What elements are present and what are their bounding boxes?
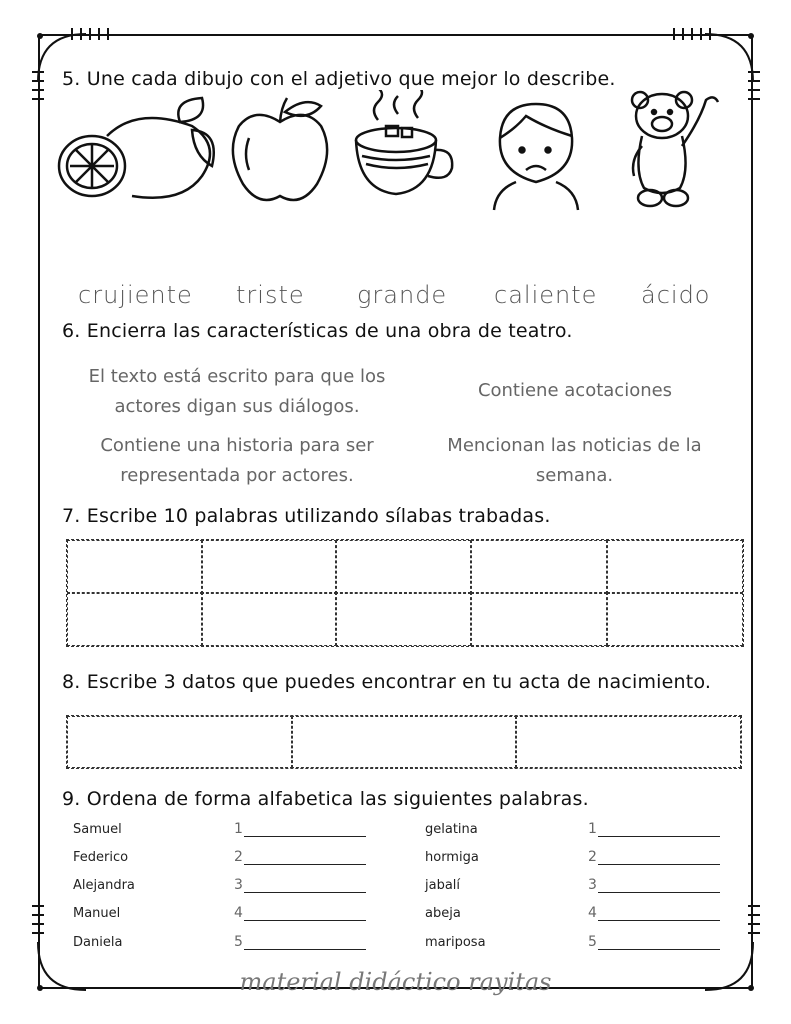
footer-brand: material didáctico rayitas (239, 968, 552, 996)
question-5-title: 5. Une cada dibujo con el adjetivo que mejor lo describe. (62, 68, 616, 90)
data-cell-1[interactable] (67, 716, 293, 768)
question-7-title: 7. Escribe 10 palabras utilizando sílabas trabadas. (62, 505, 551, 527)
answer-number: 3 (588, 877, 597, 893)
adjective-2: triste (236, 281, 305, 309)
data-cell-2[interactable] (291, 716, 517, 768)
answer-line[interactable] (598, 864, 720, 865)
word-list-2-item-5: mariposa (425, 935, 486, 950)
word-cell-10[interactable] (607, 592, 743, 646)
answer-number: 3 (234, 877, 243, 893)
answer-number: 1 (588, 821, 597, 837)
question-8-title: 8. Escribe 3 datos que puedes encontrar en tu acta de nacimiento. (62, 671, 712, 693)
lemon-picture (52, 96, 217, 211)
sad-boy-picture (486, 98, 586, 212)
question-9-title: 9. Ordena de forma alfabetica las siguientes palabras. (62, 788, 589, 810)
word-cell-9[interactable] (471, 592, 607, 646)
option-4[interactable] (432, 431, 717, 491)
answer-number: 1 (234, 821, 243, 837)
answer-line[interactable] (598, 949, 720, 950)
tick-marks-top-left (68, 26, 118, 42)
option-1-line-2: actores digan sus diálogos. (114, 396, 360, 417)
answer-line[interactable] (244, 864, 366, 865)
answer-line[interactable] (598, 920, 720, 921)
tick-marks-right-bottom (746, 902, 762, 942)
data-grid (66, 715, 742, 769)
option-4-line-1: Mencionan las noticias de la (447, 435, 702, 456)
word-cell-7[interactable] (201, 592, 337, 646)
word-list-1-item-2: Federico (73, 850, 129, 865)
answer-line[interactable] (244, 892, 366, 893)
word-list-2-item-2: hormiga (425, 850, 479, 865)
adjective-1: crujiente (78, 281, 193, 309)
adjective-3: grande (357, 281, 448, 309)
word-cell-4[interactable] (471, 540, 607, 594)
answer-number: 5 (234, 934, 243, 950)
tick-marks-top-right (670, 26, 720, 42)
word-list-2-item-1: gelatina (425, 822, 478, 837)
answer-line[interactable] (244, 949, 366, 950)
word-list-2-item-4: abeja (425, 906, 461, 921)
word-cell-1[interactable] (67, 540, 203, 594)
answer-number: 5 (588, 934, 597, 950)
word-cell-5[interactable] (607, 540, 743, 594)
word-list-1-item-5: Daniela (73, 935, 123, 950)
answer-line[interactable] (598, 836, 720, 837)
option-1-line-1: El texto está escrito para que los (88, 366, 386, 387)
option-2[interactable] (455, 376, 695, 406)
answer-number: 2 (588, 849, 597, 865)
word-cell-6[interactable] (67, 592, 203, 646)
data-cell-3[interactable] (515, 716, 741, 768)
word-cell-3[interactable] (335, 540, 471, 594)
word-cell-8[interactable] (335, 592, 471, 646)
tick-marks-left-bottom (30, 902, 46, 942)
word-list-1-item-1: Samuel (73, 822, 122, 837)
option-3[interactable] (72, 431, 402, 491)
option-4-line-2: semana. (535, 465, 614, 486)
option-2-line-1: Contiene acotaciones (477, 380, 673, 401)
answer-line[interactable] (598, 892, 720, 893)
answer-number: 2 (234, 849, 243, 865)
question-6-title: 6. Encierra las características de una obra de teatro. (62, 320, 573, 342)
word-grid (66, 539, 744, 647)
answer-line[interactable] (244, 920, 366, 921)
answer-number: 4 (588, 905, 597, 921)
option-3-line-2: representada por actores. (120, 465, 354, 486)
answer-number: 4 (234, 905, 243, 921)
answer-line[interactable] (244, 836, 366, 837)
option-3-line-1: Contiene una historia para ser (100, 435, 374, 456)
tick-marks-right-top (746, 68, 762, 108)
adjective-4: caliente (494, 281, 598, 309)
apple-picture (225, 92, 335, 210)
word-cell-2[interactable] (201, 540, 337, 594)
word-list-2-item-3: jabalí (425, 878, 461, 893)
hot-cocoa-picture (348, 90, 458, 206)
tick-marks-left-top (30, 68, 46, 108)
word-list-1-item-3: Alejandra (73, 878, 135, 893)
adjective-5: ácido (641, 281, 711, 309)
word-list-1-item-4: Manuel (73, 906, 121, 921)
teddy-bear-picture (622, 80, 732, 214)
option-1[interactable] (72, 362, 402, 422)
